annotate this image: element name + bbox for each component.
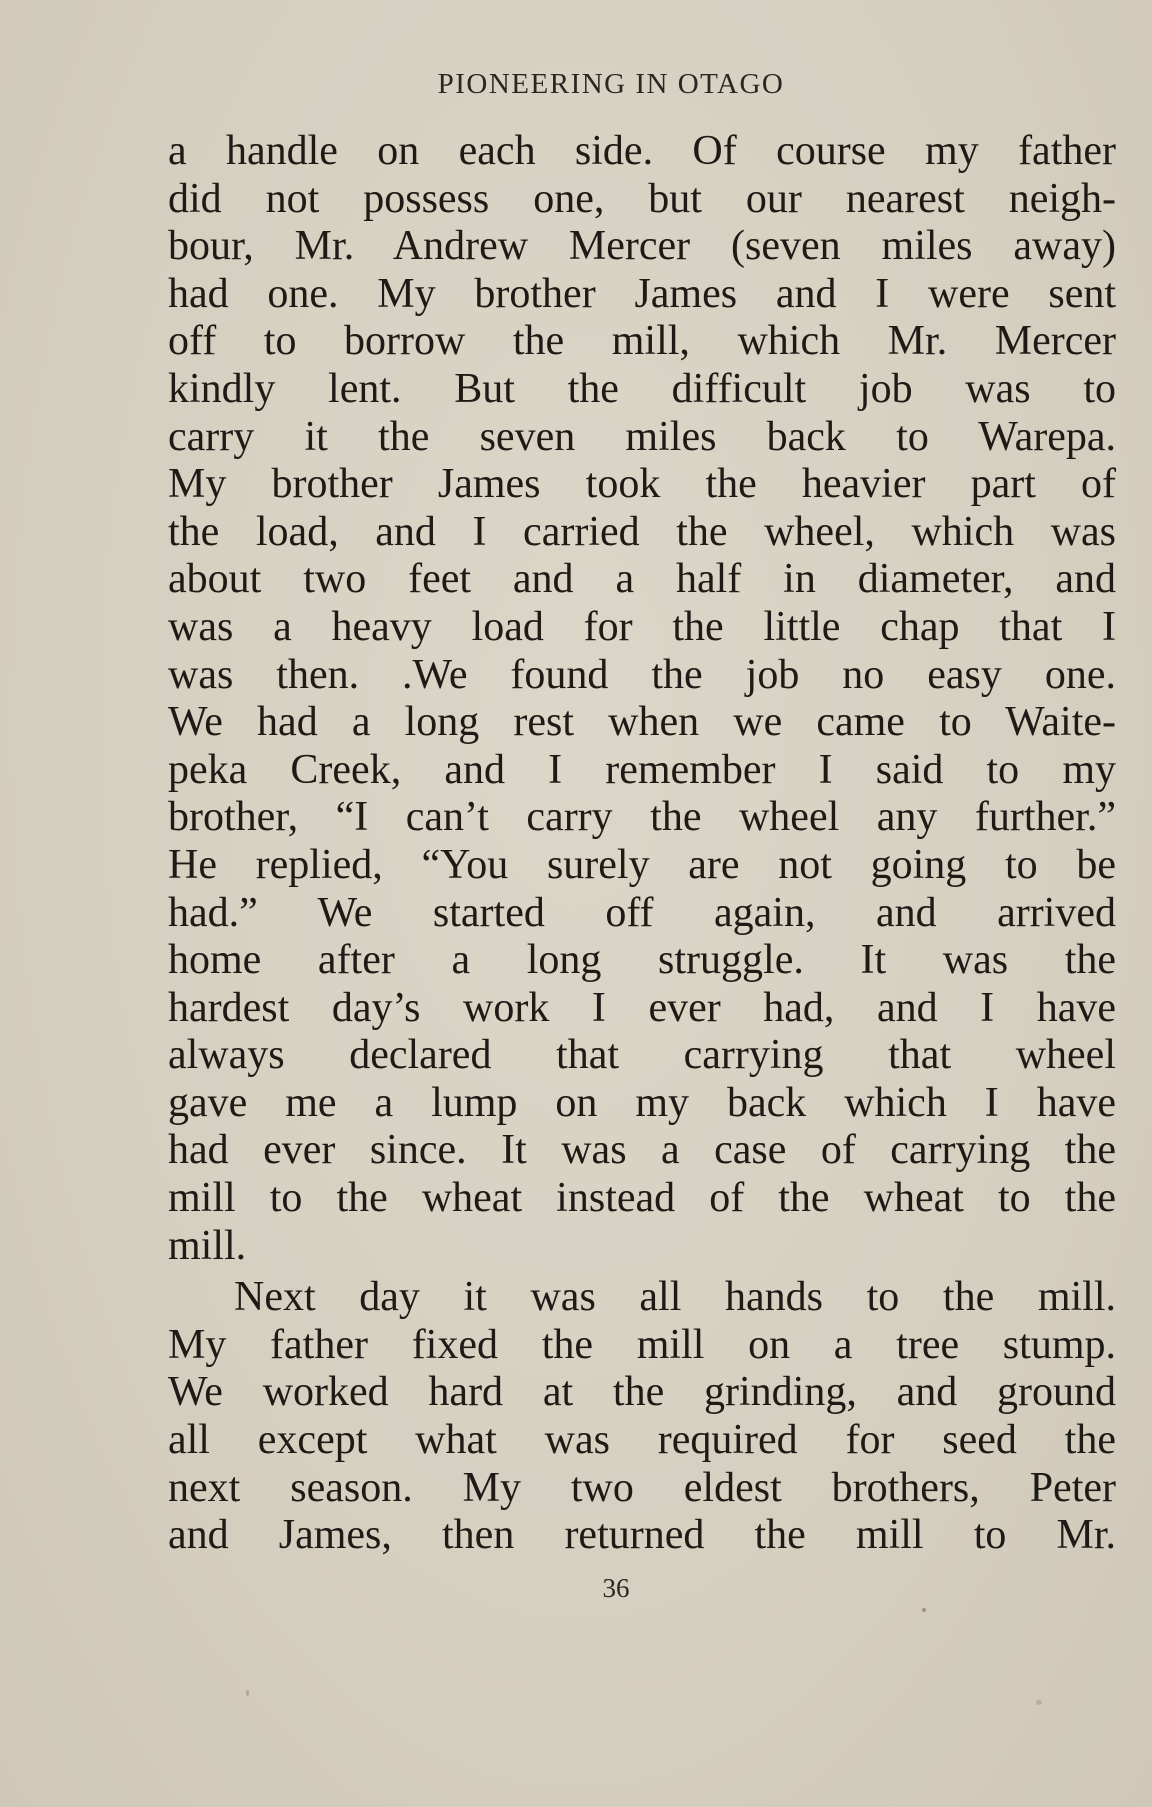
text-line: always declared that carrying that wheel bbox=[168, 1032, 1116, 1079]
text-line: a handle on each side. Of course my father bbox=[168, 128, 1116, 174]
paper-speck bbox=[1036, 1700, 1042, 1705]
text-line: did not possess one, but our nearest neigh- bbox=[168, 175, 1116, 222]
paper-speck bbox=[922, 1608, 926, 1612]
body-text bbox=[168, 128, 1116, 1560]
text-line: all except what was required for seed the bbox=[168, 1417, 1116, 1464]
paper-speck bbox=[246, 1690, 249, 1696]
text-line: was then. .We found the job no easy one. bbox=[168, 651, 1116, 698]
text-line: had.” We started off again, and arrived bbox=[168, 889, 1116, 936]
text-line: He replied, “You surely are not going to be bbox=[168, 841, 1116, 888]
text-line: and James, then returned the mill to Mr. bbox=[168, 1512, 1116, 1559]
text-line: off to borrow the mill, which Mr. Mercer bbox=[168, 318, 1116, 365]
text-line: bour, Mr. Andrew Mercer (seven miles away) bbox=[168, 223, 1116, 270]
text-line: We worked hard at the grinding, and ground bbox=[168, 1369, 1116, 1416]
text-line: My father fixed the mill on a tree stump. bbox=[168, 1321, 1116, 1368]
text-line: carry it the seven miles back to Warepa. bbox=[168, 413, 1116, 460]
text-line: was a heavy load for the little chap that I bbox=[168, 603, 1116, 650]
text-line: about two feet and a half in diameter, and bbox=[168, 556, 1116, 603]
text-line: kindly lent. But the difficult job was to bbox=[168, 365, 1116, 412]
page-number: 36 bbox=[602, 1573, 630, 1603]
text-line: home after a long struggle. It was the bbox=[168, 937, 1116, 984]
text-line: peka Creek, and I remember I said to my bbox=[168, 746, 1116, 793]
text-line: next season. My two eldest brothers, Peter bbox=[168, 1464, 1116, 1511]
text-line: had one. My brother James and I were sent bbox=[168, 270, 1116, 317]
text-line: mill. bbox=[168, 1222, 247, 1269]
text-line: gave me a lump on my back which I have bbox=[168, 1079, 1116, 1126]
text-line: mill to the wheat instead of the wheat to the bbox=[168, 1175, 1116, 1222]
running-title: PIONEERING IN OTAGO bbox=[437, 68, 785, 100]
text-line: the load, and I carried the wheel, which was bbox=[168, 508, 1116, 555]
paragraph-1 bbox=[168, 128, 1116, 1270]
paragraph-2 bbox=[168, 1274, 1116, 1560]
text-line: My brother James took the heavier part of bbox=[168, 461, 1116, 508]
text-line: Next day it was all hands to the mill. bbox=[234, 1274, 1116, 1321]
text-line: had ever since. It was a case of carrying the bbox=[168, 1127, 1116, 1174]
text-line: We had a long rest when we came to Waite- bbox=[168, 699, 1116, 746]
text-line: hardest day’s work I ever had, and I have bbox=[168, 984, 1116, 1031]
text-line: brother, “I can’t carry the wheel any further.” bbox=[168, 794, 1116, 841]
